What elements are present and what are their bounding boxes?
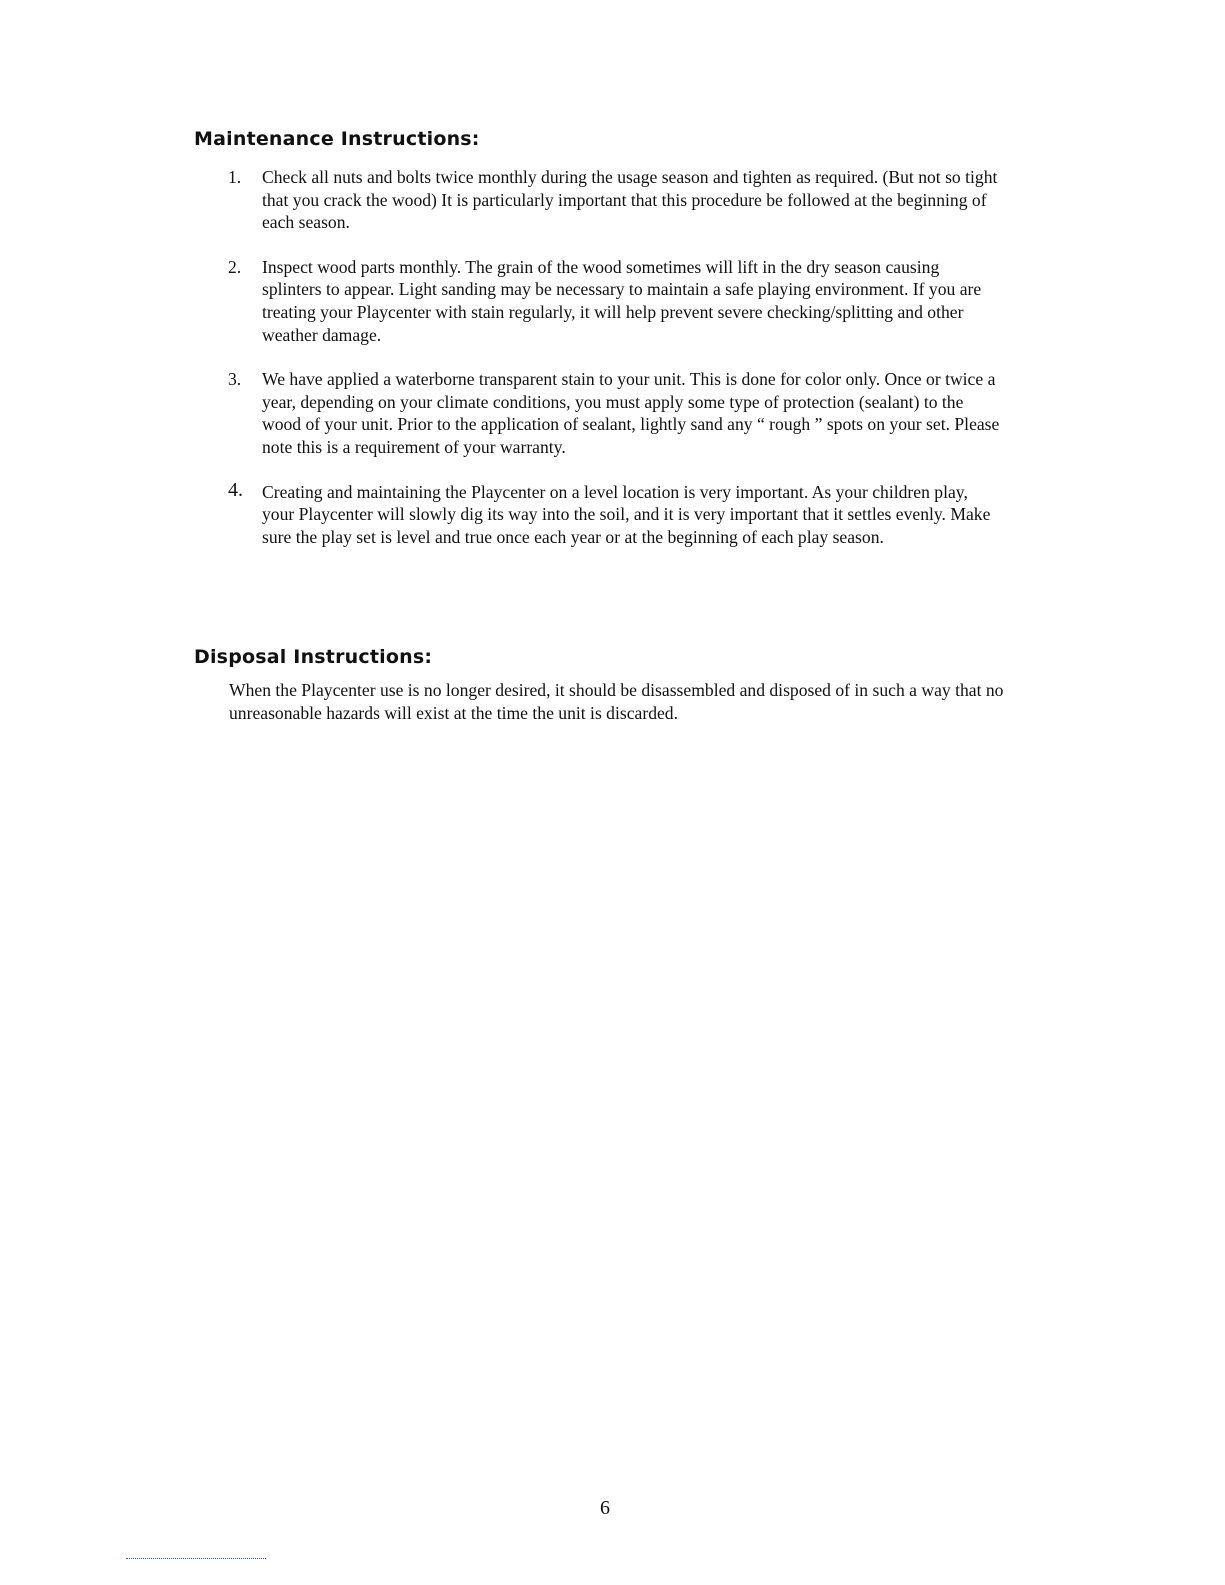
page-number: 6 <box>600 1497 610 1519</box>
maintenance-heading: Maintenance Instructions: <box>194 128 480 150</box>
list-item <box>0 256 1002 346</box>
item-number: 4. <box>228 478 243 501</box>
item-text: Inspect wood parts monthly. The grain of the wood sometimes will lift in the dry season causing splinters to appear. Light sanding may be necessary to maintain a safe playing environment. If you are treating your Playcenter with stain regularly, it will help prevent severe checking/splitting and other weather damage. <box>262 256 982 345</box>
item-text: Check all nuts and bolts twice monthly during the usage season and tighten as required. (But not so tight that you crack the wood) It is particularly important that this procedure be followed at the beginning of each season. <box>262 167 998 233</box>
footer-divider <box>126 1558 266 1559</box>
list-item <box>0 166 1002 234</box>
list-item <box>0 368 1002 458</box>
item-number: 1. <box>228 167 242 187</box>
item-text: Creating and maintaining the Playcenter on a level location is very important. As your children play, your Playcenter will slowly dig its way into the soil, and it is very important that it settles evenly. Make sure the play set is level and true once each year or at the beginning of each play season. <box>262 481 991 547</box>
list-item <box>0 478 1002 549</box>
disposal-text: When the Playcenter use is no longer desired, it should be disassembled and disposed of in such a way that no unreasonable hazards will exist at the time the unit is discarded. <box>229 680 1004 723</box>
item-text: We have applied a waterborne transparent stain to your unit. This is done for color only. Once or twice a year, depending on your climate conditions, you must apply some type of protection (sealant) to the wood of your unit. Prior to the application of sealant, lightly sand any “ rough ” spots on your set. Please note this is a requirement of your warranty. <box>262 369 1000 457</box>
disposal-heading: Disposal Instructions: <box>194 646 433 668</box>
maintenance-list <box>0 166 1002 570</box>
item-number: 2. <box>228 256 242 277</box>
item-number: 3. <box>228 369 242 390</box>
